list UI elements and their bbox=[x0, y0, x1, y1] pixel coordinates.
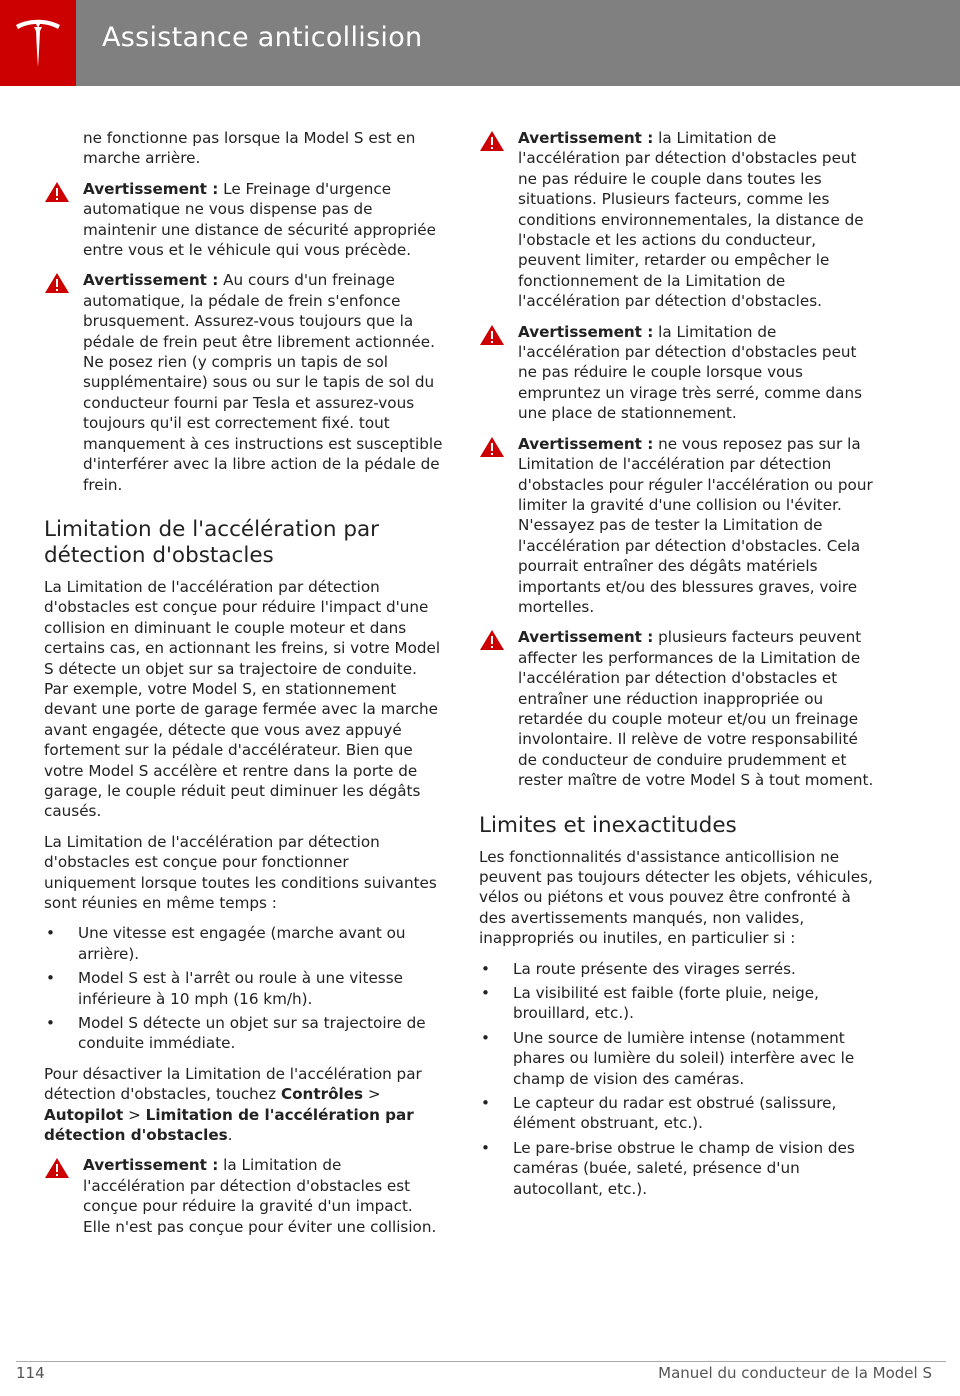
menu-path-controls: Contrôles bbox=[280, 1085, 364, 1104]
bullet: • bbox=[481, 959, 490, 978]
warning-block bbox=[44, 1155, 444, 1237]
warning-label: Avertissement : bbox=[83, 271, 219, 290]
page-title: Assistance anticollision bbox=[102, 22, 423, 53]
warning-text: ne vous reposez pas sur la Limitation de l'accélération par détection d'obstacles pour réguler l'accélération ou pour limiter la gravité d'une collision ou l'éviter. N'essayez pas de tester la Limitation de l'accélération par détection d'obstacles. Cela pourrait entraîner des dégâts matériels importants et/ou des blessures graves, voire mortelles. bbox=[518, 434, 873, 616]
warning-text: Au cours d'un freinage automatique, la pédale de frein s'enfonce brusquement. Assurez-vous toujours que la pédale de frein peut être librement actionnée. Ne posez rien (y compris un tapis de sol supplémentaire) sous ou sur le tapis de sol du conducteur fourni par Tesla et assurez-vous toujours qu'il est correctement fixé. tout manquement à ces instructions est susceptible d'interférer avec la libre action de la pédale de frein. bbox=[83, 271, 443, 494]
list-item: • Le capteur du radar est obstrué (salissure, élément obstruant, etc.). bbox=[481, 1094, 837, 1133]
warning-text: la Limitation de l'accélération par détection d'obstacles est conçue pour réduire la gravité d'un impact. Elle n'est pas conçue pour éviter une collision. bbox=[83, 1156, 437, 1236]
warning-text: plusieurs facteurs peuvent affecter les performances de la Limitation de l'accélération par détection d'obstacles et entraîner une réduction inappropriée ou retardée du couple moteur et/ou un freinage involontaire. Il relève de votre responsabilité de conducteur de conduire prudemment et rester maître de votre Model S à tout moment. bbox=[518, 628, 874, 790]
conditions-list bbox=[44, 923, 444, 1053]
tesla-logo bbox=[0, 0, 76, 86]
warning-triangle-icon bbox=[44, 1157, 70, 1179]
warning-text: la Limitation de l'accélération par détection d'obstacles peut ne pas réduire le couple lorsque vous empruntez un virage très serré, comme dans une place de stationnement. bbox=[518, 322, 863, 423]
warning-block bbox=[479, 627, 879, 790]
warning-block bbox=[44, 179, 444, 261]
warning-label: Avertissement : bbox=[518, 628, 654, 647]
paragraph: La Limitation de l'accélération par détection d'obstacles est conçue pour fonctionner uniquement lorsque toutes les conditions suivantes sont réunies en même temps : bbox=[44, 832, 437, 912]
warning-triangle-icon bbox=[479, 130, 505, 152]
bullet: • bbox=[481, 1094, 490, 1113]
list-item: • La visibilité est faible (forte pluie, neige, brouillard, etc.). bbox=[481, 984, 819, 1023]
menu-path-setting: Limitation de l'accélération par détection d'obstacles bbox=[44, 1105, 414, 1145]
page-header bbox=[0, 0, 960, 86]
warning-text: Le Freinage d'urgence automatique ne vous dispense pas de maintenir une distance de sécurité appropriée entre vous et le véhicule qui vous précède. bbox=[83, 179, 436, 260]
list-item: • Une source de lumière intense (notamment phares ou lumière du soleil) interfère avec le champ de vision des caméras. bbox=[481, 1028, 855, 1088]
warning-label: Avertissement : bbox=[83, 1156, 219, 1175]
list-item: • Une vitesse est engagée (marche avant ou arrière). bbox=[46, 924, 406, 963]
warning-block bbox=[479, 128, 879, 312]
warning-triangle-icon bbox=[44, 181, 70, 203]
bullet: • bbox=[46, 969, 55, 988]
left-column bbox=[44, 128, 444, 1247]
manual-title: Manuel du conducteur de la Model S bbox=[658, 1364, 932, 1382]
warning-triangle-icon bbox=[479, 436, 505, 458]
section-title-limitations: Limites et inexactitudes bbox=[479, 812, 737, 838]
intro-text: ne fonctionne pas lorsque la Model S est en marche arrière. bbox=[83, 129, 416, 168]
paragraph: La Limitation de l'accélération par détection d'obstacles est conçue pour réduire l'impact d'une collision en diminuant le couple moteur et dans certains cas, en actionnant les freins, si votre Model S détecte un objet sur sa trajectoire de conduite. Par exemple, votre Model S, en stationnement devant une porte de garage fermée avec la marche avant engagée, détecte que vous avez appuyé fortement sur la pédale d'accélérateur. Bien que votre Model S accélère et rentre dans la porte de garage, le couple réduit peut diminuer les dégâts causés. bbox=[44, 577, 441, 821]
section-title-obstacle-limitation: Limitation de l'accélération par détection d'obstacles bbox=[44, 516, 380, 568]
bullet: • bbox=[46, 1014, 55, 1033]
warning-text: la Limitation de l'accélération par détection d'obstacles peut ne pas réduire le couple dans toutes les situations. Plusieurs facteurs, comme les conditions environnementales, la distance de l'obstacle et les actions du conducteur, peuvent limiter, retarder ou empêcher le fonctionnement de la Limitation de l'accélération par détection d'obstacles. bbox=[518, 129, 864, 311]
bullet: • bbox=[46, 924, 55, 943]
right-column bbox=[479, 128, 879, 1209]
warning-block bbox=[44, 270, 444, 494]
list-item: • Le pare-brise obstrue le champ de vision des caméras (buée, saleté, présence d'un autocollant, etc.). bbox=[481, 1138, 855, 1198]
warning-label: Avertissement : bbox=[83, 179, 219, 198]
warning-block bbox=[479, 434, 879, 618]
menu-path-autopilot: Autopilot bbox=[44, 1105, 124, 1124]
warning-block bbox=[479, 322, 879, 424]
warning-label: Avertissement : bbox=[518, 129, 654, 147]
list-item: • Model S est à l'arrêt ou roule à une vitesse inférieure à 10 mph (16 km/h). bbox=[46, 969, 403, 1008]
list-item: • La route présente des virages serrés. bbox=[481, 959, 796, 978]
warning-triangle-icon bbox=[479, 324, 505, 346]
bullet: • bbox=[481, 984, 490, 1003]
bullet: • bbox=[481, 1138, 490, 1157]
warning-triangle-icon bbox=[479, 629, 505, 651]
footer-divider bbox=[16, 1361, 946, 1362]
page-number: 114 bbox=[16, 1364, 45, 1382]
warning-triangle-icon bbox=[44, 272, 70, 294]
limitations-list bbox=[479, 959, 879, 1199]
paragraph-disable-instructions: Pour désactiver la Limitation de l'accélération par détection d'obstacles, touchez Contrôles > Autopilot > Limitation de l'accélération par détection d'obstacles. bbox=[44, 1064, 422, 1145]
warning-label: Avertissement : bbox=[518, 434, 654, 453]
bullet: • bbox=[481, 1028, 490, 1047]
warning-label: Avertissement : bbox=[518, 322, 654, 341]
list-item: • Model S détecte un objet sur sa trajectoire de conduite immédiate. bbox=[46, 1014, 426, 1053]
paragraph: Les fonctionnalités d'assistance anticollision ne peuvent pas toujours détecter les objets, véhicules, vélos ou piétons et vous pouvez être confronté à des avertissements manqués, non valides, inappropriés ou inutiles, en particulier si : bbox=[479, 847, 873, 948]
tesla-logo-icon bbox=[13, 15, 63, 71]
